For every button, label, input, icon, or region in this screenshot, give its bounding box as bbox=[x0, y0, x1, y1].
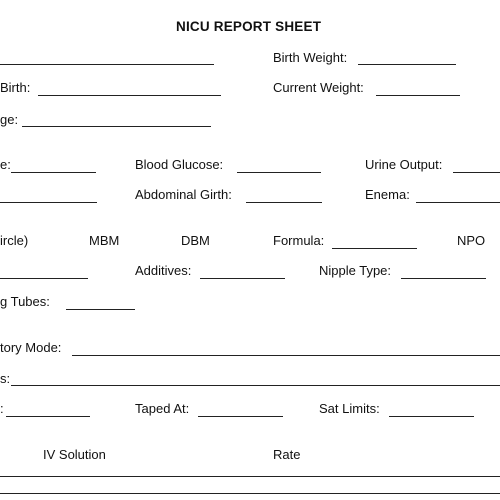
birth-weight-line[interactable] bbox=[358, 64, 456, 65]
blood-glucose-line[interactable] bbox=[237, 172, 321, 173]
blood-glucose-label: Blood Glucose: bbox=[135, 157, 224, 172]
row10-label: s: bbox=[0, 371, 11, 386]
rate-header: Rate bbox=[273, 447, 301, 462]
page-title: NICU REPORT SHEET bbox=[176, 19, 322, 34]
row7-col1-line[interactable] bbox=[0, 278, 88, 279]
iv-entry-line[interactable] bbox=[0, 493, 500, 494]
mode-label: tory Mode: bbox=[0, 340, 62, 355]
sat-limits-line[interactable] bbox=[389, 416, 474, 417]
formula-line[interactable] bbox=[332, 248, 417, 249]
current-weight-line[interactable] bbox=[376, 95, 460, 96]
birth-line[interactable] bbox=[38, 95, 221, 96]
additives-line[interactable] bbox=[200, 278, 285, 279]
birth-label: Birth: bbox=[0, 80, 31, 95]
mbm-option[interactable]: MBM bbox=[89, 233, 120, 248]
mode-line[interactable] bbox=[72, 355, 500, 356]
circle-label: ircle) bbox=[0, 233, 29, 248]
age-label: ge: bbox=[0, 112, 19, 127]
abdominal-girth-line[interactable] bbox=[246, 202, 322, 203]
taped-at-label: Taped At: bbox=[135, 401, 190, 416]
nipple-type-label: Nipple Type: bbox=[319, 263, 392, 278]
formula-label: Formula: bbox=[273, 233, 325, 248]
current-weight-label: Current Weight: bbox=[273, 80, 364, 95]
urine-output-label: Urine Output: bbox=[365, 157, 443, 172]
row4-col1-label: e: bbox=[0, 157, 11, 172]
taped-at-line[interactable] bbox=[198, 416, 283, 417]
age-line[interactable] bbox=[22, 126, 211, 127]
birth-weight-label: Birth Weight: bbox=[273, 50, 348, 65]
row11-col1-line[interactable] bbox=[6, 416, 90, 417]
field-line[interactable] bbox=[0, 64, 214, 65]
tubes-label: g Tubes: bbox=[0, 294, 50, 309]
npo-option[interactable]: NPO bbox=[457, 233, 486, 248]
tubes-line[interactable] bbox=[66, 309, 135, 310]
enema-line[interactable] bbox=[416, 202, 500, 203]
dbm-option[interactable]: DBM bbox=[181, 233, 210, 248]
enema-label: Enema: bbox=[365, 187, 410, 202]
urine-output-line[interactable] bbox=[453, 172, 500, 173]
nipple-type-line[interactable] bbox=[401, 278, 486, 279]
sat-limits-label: Sat Limits: bbox=[319, 401, 380, 416]
row5-col1-line[interactable] bbox=[0, 202, 97, 203]
additives-label: Additives: bbox=[135, 263, 192, 278]
row10-line[interactable] bbox=[11, 385, 500, 386]
abdominal-girth-label: Abdominal Girth: bbox=[135, 187, 232, 202]
row4-col1-line[interactable] bbox=[11, 172, 96, 173]
iv-solution-header: IV Solution bbox=[43, 447, 106, 462]
row11-label: : bbox=[0, 401, 4, 416]
iv-entry-line[interactable] bbox=[0, 476, 500, 477]
